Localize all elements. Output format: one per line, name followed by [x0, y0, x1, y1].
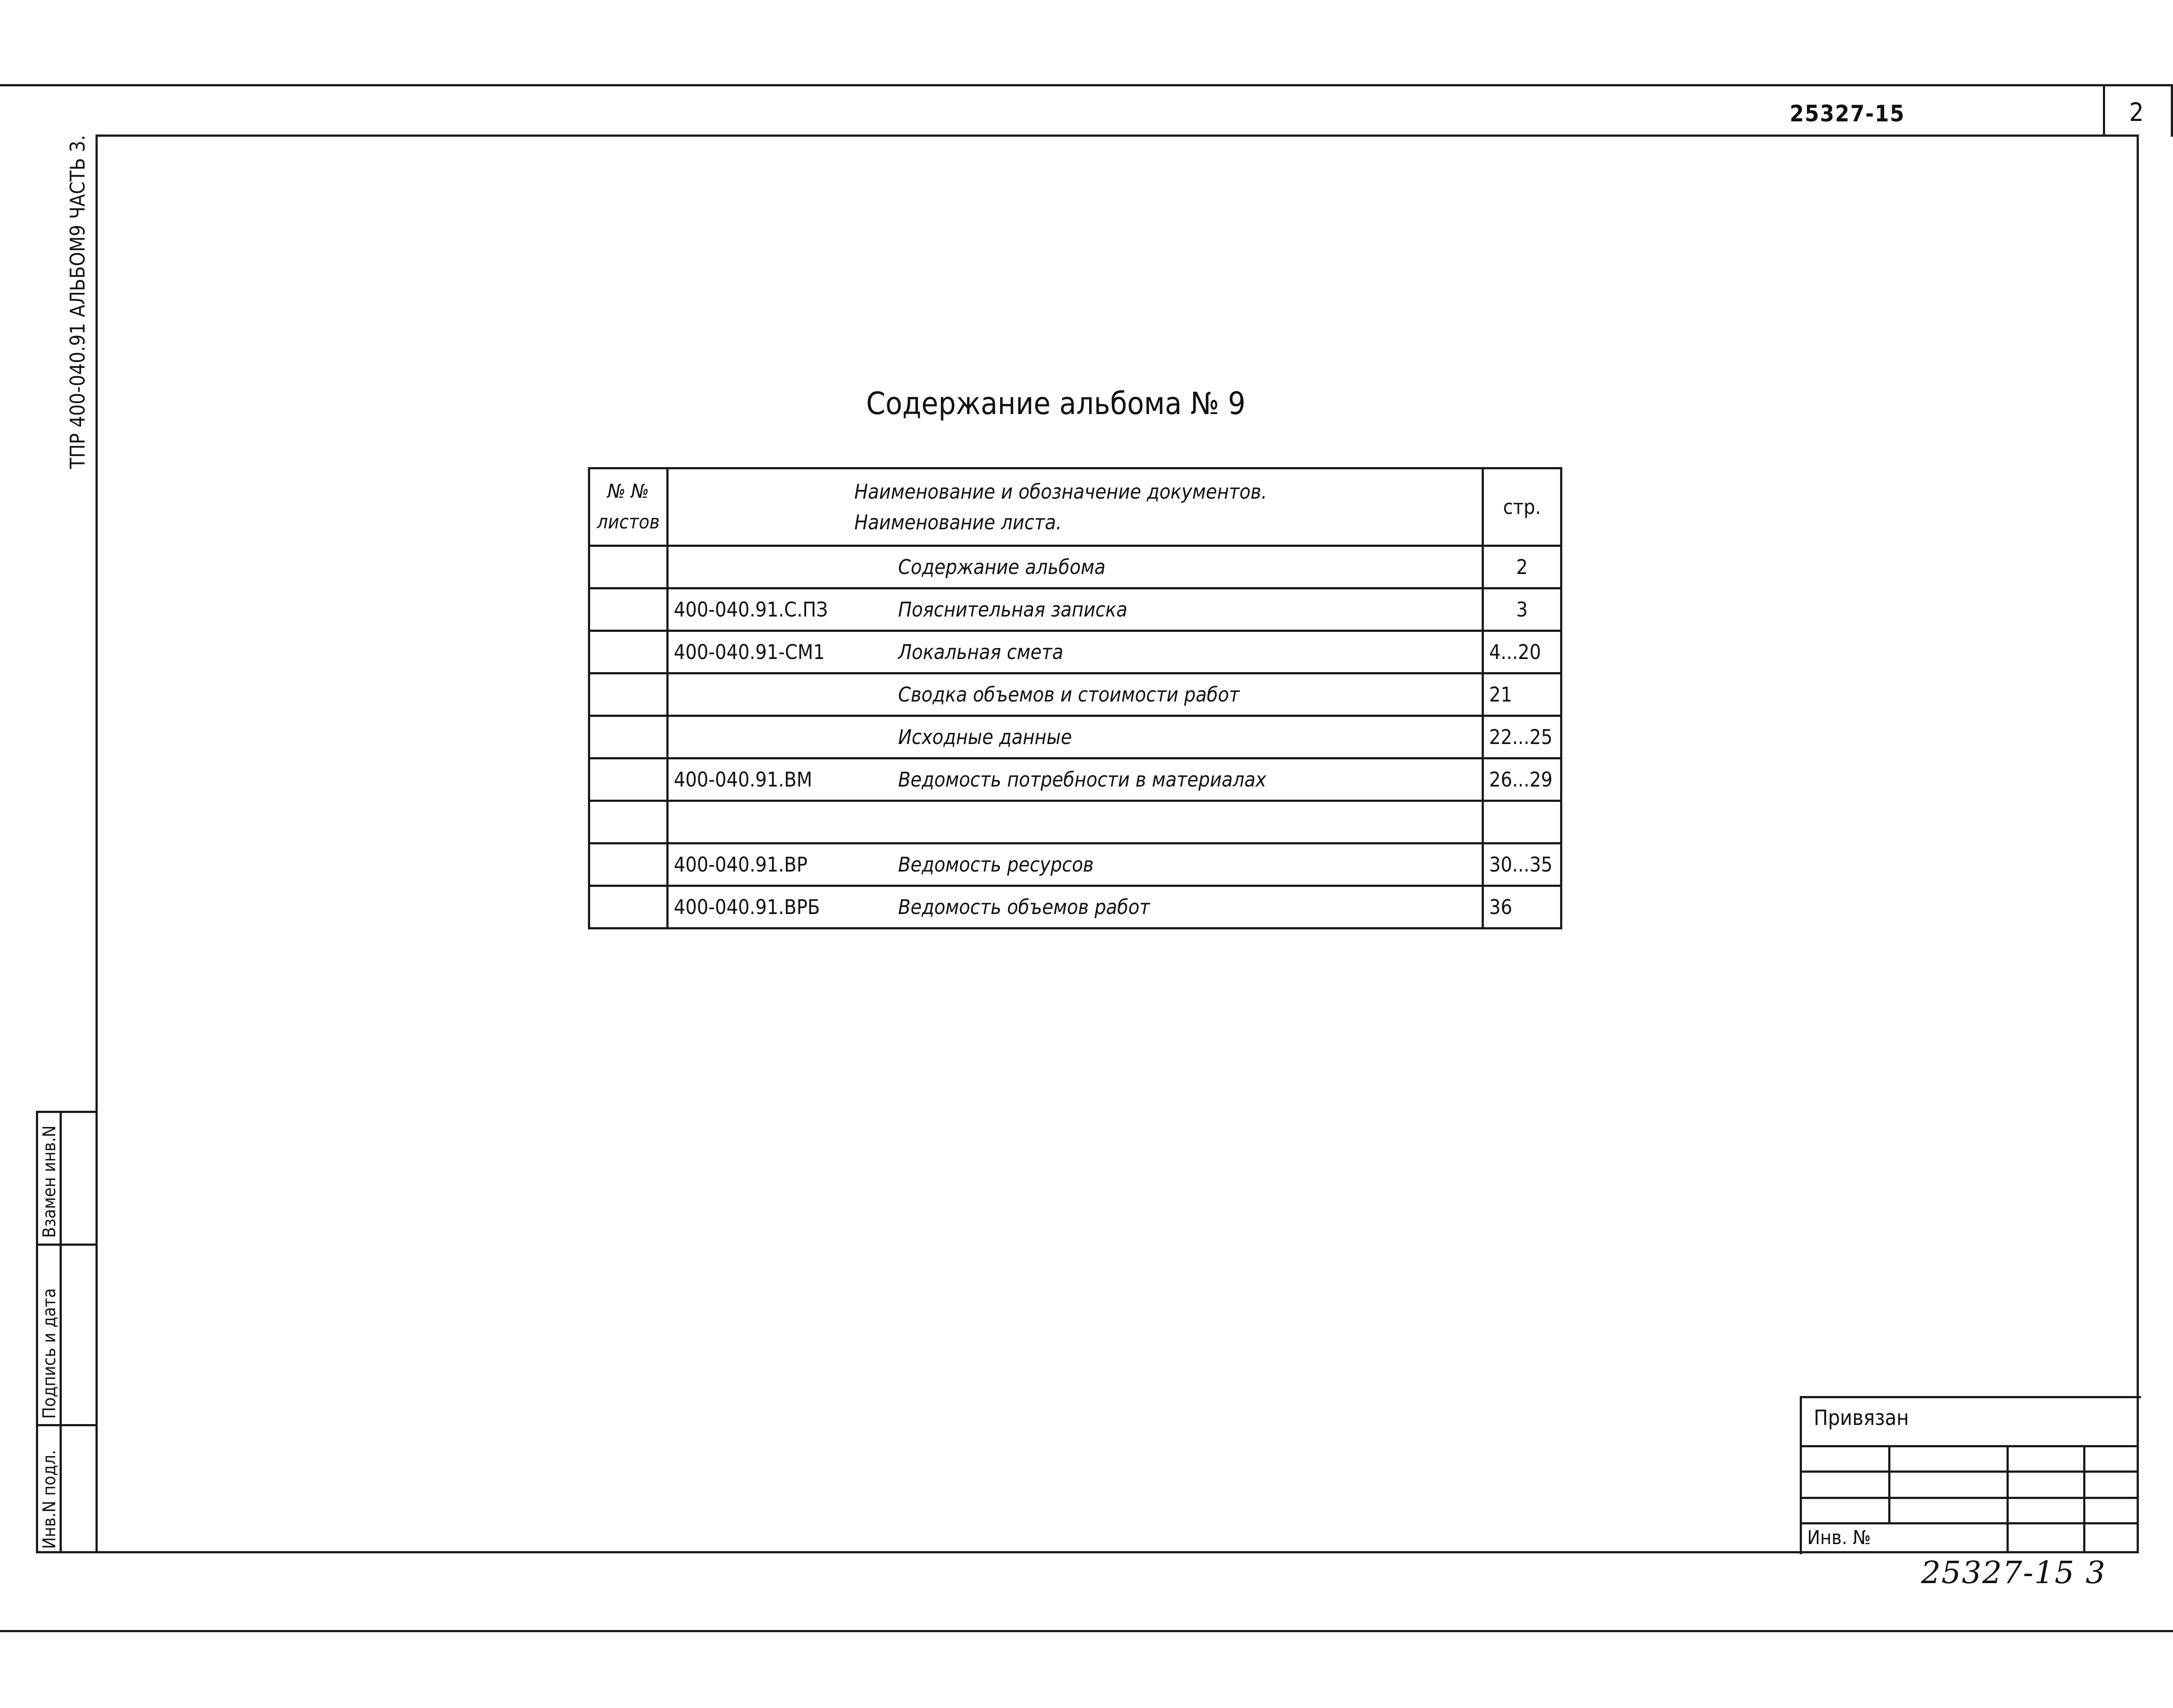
header-sheet-number — [589, 468, 668, 546]
page-cell — [1483, 801, 1561, 843]
document-name-cell: Сводка объемов и стоимости работ — [854, 673, 1483, 716]
header-num-line2: листов — [597, 511, 660, 533]
page-cell: 4...20 — [1483, 631, 1561, 673]
document-code-cell — [668, 716, 855, 758]
sheet-bottom-edge — [0, 1630, 2173, 1632]
sheet-number-cell — [589, 758, 668, 801]
page-cell: 36 — [1483, 886, 1561, 928]
table-row — [589, 673, 1561, 716]
table-row — [589, 546, 1561, 588]
document-name-cell: Локальная смета — [854, 631, 1483, 673]
document-name-cell: Содержание альбома — [854, 546, 1483, 588]
table-row — [589, 631, 1561, 673]
document-code-cell — [668, 801, 855, 843]
header-page: стр. — [1483, 468, 1561, 546]
sheet-number-cell — [589, 546, 668, 588]
page-cell: 3 — [1483, 588, 1561, 631]
page-cell: 21 — [1483, 673, 1561, 716]
page-box-right — [2171, 84, 2173, 137]
bind-row-1 — [1800, 1445, 2139, 1447]
table-row — [589, 588, 1561, 631]
header-name-line1: Наименование и обозначение документов. — [854, 480, 1267, 503]
frame-right — [2137, 135, 2139, 1553]
page-cell: 2 — [1483, 546, 1561, 588]
sheet-number-cell — [589, 588, 668, 631]
document-code-cell: 400-040.91.ВРБ — [668, 886, 855, 928]
inventory-number-label: Инв. № — [1807, 1527, 1871, 1549]
stamp-divider-1 — [36, 1244, 97, 1246]
sheet-number-cell — [589, 673, 668, 716]
stamp-signature-date: Подпись и дата — [39, 1288, 60, 1419]
sheet-top-edge — [0, 84, 2173, 86]
bind-row-2 — [1800, 1471, 2139, 1473]
table-row — [589, 843, 1561, 886]
stamp-left — [36, 1111, 38, 1553]
table-header-row — [589, 468, 1561, 546]
stamp-divider-2 — [36, 1424, 97, 1426]
document-code-cell: 400-040.91-СМ1 — [668, 631, 855, 673]
stamp-replaced-inv: Взамен инв.N — [39, 1125, 60, 1238]
document-code: 25327-15 — [1790, 101, 1905, 127]
document-name-cell — [854, 801, 1483, 843]
document-code-cell: 400-040.91.ВМ — [668, 758, 855, 801]
document-name-cell: Исходные данные — [854, 716, 1483, 758]
page-number: 2 — [2129, 97, 2144, 127]
sheet-number-cell — [589, 801, 668, 843]
table-row — [589, 716, 1561, 758]
page-cell: 26...29 — [1483, 758, 1561, 801]
bind-col-3 — [2083, 1445, 2085, 1553]
album-title-text: Содержание альбома № 9 — [866, 386, 1246, 422]
sheet-number-cell — [589, 716, 668, 758]
series-designation: ТПР 400-040.91 АЛЬБОМ9 ЧАСТЬ 3. — [66, 135, 89, 469]
document-name-cell: Ведомость потребности в материалах — [854, 758, 1483, 801]
document-name-cell: Пояснительная записка — [854, 588, 1483, 631]
bind-row-4 — [1800, 1522, 2139, 1524]
header-document-name — [854, 468, 1483, 546]
binding-label: Привязан — [1814, 1406, 1909, 1430]
bind-row-3 — [1800, 1497, 2139, 1499]
table-row — [589, 758, 1561, 801]
page-cell: 22...25 — [1483, 716, 1561, 758]
page-box-divider — [2103, 84, 2105, 137]
sheet-number-cell — [589, 631, 668, 673]
contents-table — [588, 467, 1562, 929]
album-title — [0, 386, 2173, 422]
bind-col-1 — [1888, 1445, 1890, 1524]
header-num-line1: № № — [607, 480, 649, 503]
bind-col-2 — [2007, 1445, 2009, 1553]
document-name-cell: Ведомость ресурсов — [854, 843, 1483, 886]
stamp-top — [36, 1111, 97, 1113]
document-code-cell — [668, 546, 855, 588]
header-name-line2: Наименование листа. — [854, 510, 1062, 534]
sheet-number-cell — [589, 843, 668, 886]
stamp-inv-original: Инв.N подл. — [39, 1449, 60, 1549]
document-code-cell: 400-040.91.С.ПЗ — [668, 588, 855, 631]
handwritten-note: 25327-15 3 — [1921, 1555, 2106, 1591]
header-code-cell — [668, 468, 855, 546]
document-code-cell: 400-040.91.ВР — [668, 843, 855, 886]
frame-top — [96, 135, 2139, 137]
table-row — [589, 801, 1561, 843]
sheet-number-cell — [589, 886, 668, 928]
stamp-mid — [60, 1111, 62, 1553]
document-code-cell — [668, 673, 855, 716]
document-name-cell: Ведомость объемов работ — [854, 886, 1483, 928]
page-cell: 30...35 — [1483, 843, 1561, 886]
table-row — [589, 886, 1561, 928]
frame-left — [96, 135, 98, 1553]
